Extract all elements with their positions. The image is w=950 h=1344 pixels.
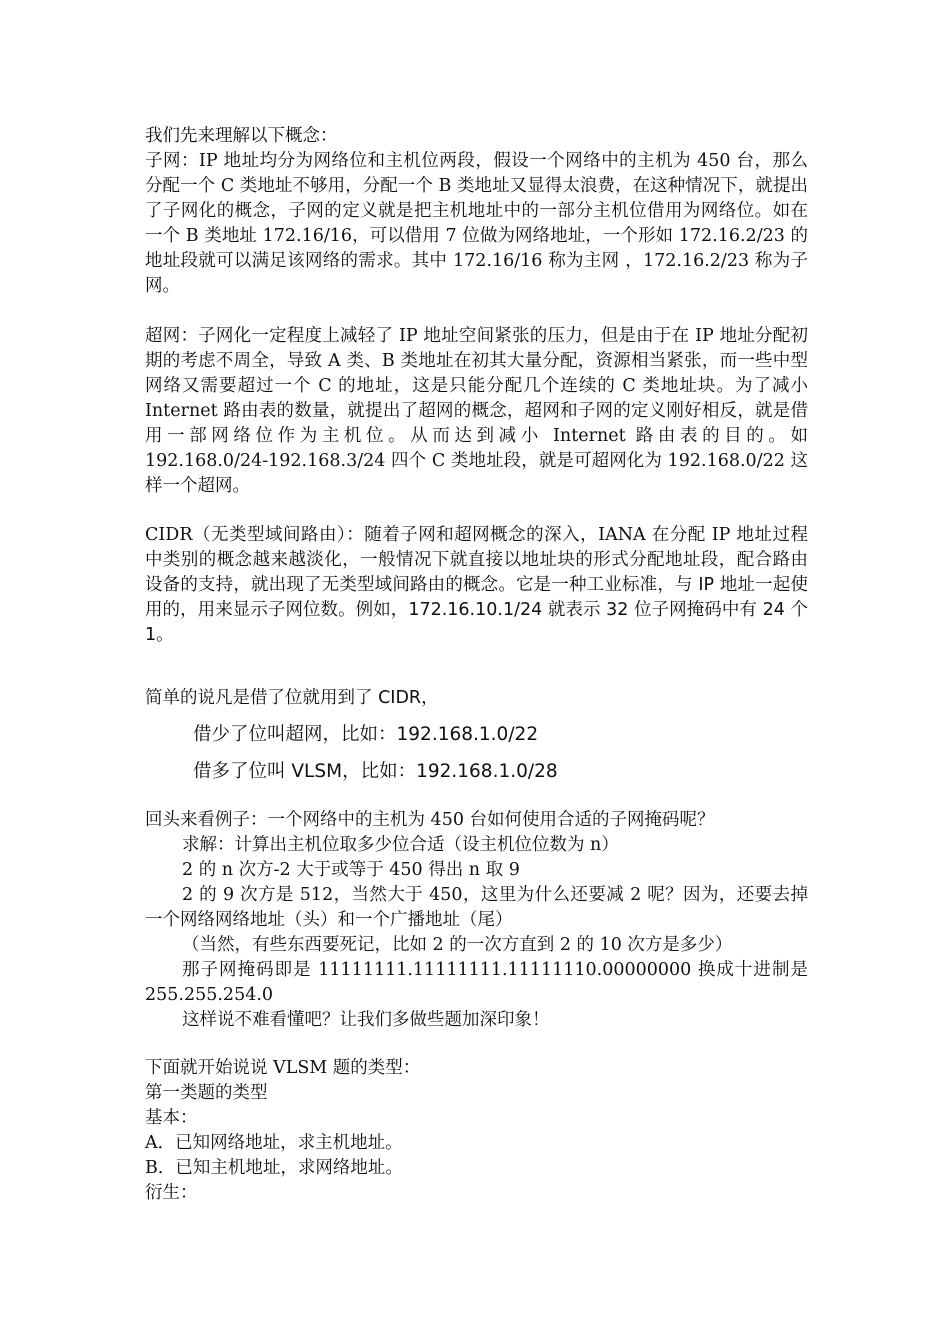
basic-label: 基本： [145, 1108, 198, 1128]
supernet-paragraph: 超网：子网化一定程度上减轻了 IP 地址空间紧张的压力，但是由于在 IP 地址分配初期的考虑不周全，导致 A 类、B 类地址在初其大量分配，资源相当紧张，而一些中型网络又需要超过一个 C 的地址，这是只能分配几个连续的 C 类地址块。为了减小 Internet 路由表的数量，就提出了超网的概念，超网和子网的定义刚好相反，就是借用一部网络位作为主机位。从而达到减小 Internet 路由表的目的。如 192.168.0/24-192.168.3/24 四个 C 类地址段，就是可超网化为 192.168.0/22 这样一个超网。 [145, 326, 808, 496]
cidr-paragraph: CIDR（无类型域间路由）：随着子网和超网概念的深入，IANA 在分配 IP 地址过程中类别的概念越来越淡化，一般情况下就直接以地址块的形式分配地址段，配合路由设备的支持，就出现了无类型域间路由的概念。它是一种工业标准，与 IP 地址一起使用的，用来显示子网位数。例如，172.16.10.1/24 就表示 32 位子网掩码中有 24 个 1。 [145, 525, 809, 645]
types-heading: 下面就开始说说 VLSM 题的类型： [145, 1058, 421, 1078]
intro-line: 我们先来理解以下概念： [145, 126, 338, 146]
step2-paragraph: 2 的 9 次方是 512，当然大于 450，这里为什么还要减 2 呢？因为，还要去掉一个网络网络地址（头）和一个广播地址（尾） [145, 885, 808, 930]
easy-line: 这样说不难看懂吧？让我们多做些题加深印象！ [182, 1010, 550, 1030]
supernet-example-line: 借少了位叫超网，比如：192.168.1.0/22 [193, 724, 539, 745]
item-b: B．已知主机地址，求网络地址。 [145, 1158, 403, 1178]
note-line: （当然，有些东西要死记，比如 2 的一次方直到 2 的 10 次方是多少） [182, 935, 733, 955]
simple-line: 简单的说凡是借了位就用到了 CIDR， [145, 688, 439, 708]
mask-paragraph: 那子网掩码即是 11111111.11111111.11111110.00000000 换成十进制是 255.255.254.0 [145, 960, 808, 1005]
subnet-paragraph: 子网：IP 地址均分为网络位和主机位两段，假设一个网络中的主机为 450 台，那么分配一个 C 类地址不够用，分配一个 B 类地址又显得太浪费，在这种情况下，就提出了子网化的概念，子网的定义就是把主机地址中的一部分主机位借用为网络位。如在一个 B 类地址 172.16/16，可以借用 7 位做为网络地址，一个形如 172.16.2/23 的地址段就可以满足该网络的需求。其中 172.16/16 称为主网 ，172.16.2/23 称为子网。 [145, 151, 808, 296]
review-line: 回头来看例子：一个网络中的主机为 450 台如何使用合适的子网掩码呢？ [145, 810, 715, 830]
derived-label: 衍生： [145, 1183, 198, 1203]
item-a: A．已知网络地址，求主机地址。 [145, 1133, 403, 1153]
step1-line: 2 的 n 次方-2 大于或等于 450 得出 n 取 9 [182, 860, 520, 880]
solve-line: 求解：计算出主机位取多少位合适（设主机位位数为 n） [182, 835, 619, 855]
vlsm-example-line: 借多了位叫 VLSM，比如：192.168.1.0/28 [193, 761, 558, 782]
type1-heading: 第一类题的类型 [145, 1083, 268, 1103]
